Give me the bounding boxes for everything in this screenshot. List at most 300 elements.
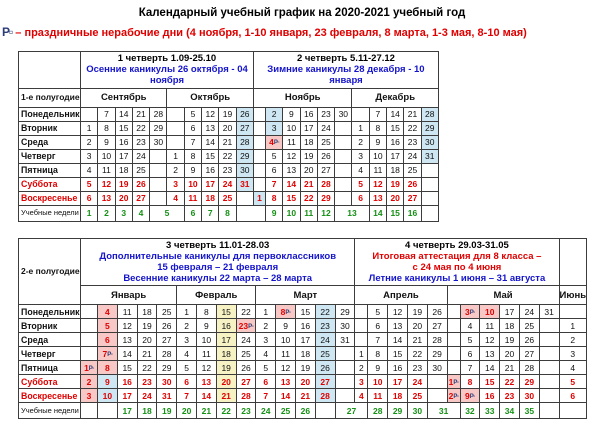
day-cell: 25 bbox=[317, 135, 334, 149]
day-cell: 14 bbox=[283, 177, 300, 191]
holiday-symbol: P▫ bbox=[88, 365, 94, 372]
quarter-title: 2 четверть 5.11-27.12 bbox=[296, 53, 395, 64]
quarter-header bbox=[253, 52, 438, 89]
day-cell: 10 bbox=[196, 333, 216, 347]
day-cell bbox=[150, 177, 167, 191]
day-cell: 1P▫ bbox=[448, 376, 459, 387]
day-cell bbox=[335, 347, 355, 361]
month-header: Ноябрь bbox=[253, 88, 351, 107]
day-cell: 10 bbox=[98, 389, 118, 403]
day-cell: 7 bbox=[265, 177, 282, 191]
day-cell: 25 bbox=[219, 191, 236, 205]
day-cell: 13 bbox=[196, 375, 216, 389]
day-cell: 7P▫ bbox=[98, 347, 118, 361]
day-cell: 12 bbox=[196, 361, 216, 375]
day-cell bbox=[253, 163, 265, 177]
day-cell: 10 bbox=[283, 121, 300, 135]
day-cell: 6 bbox=[98, 333, 118, 347]
day-cell: 30 bbox=[157, 375, 177, 389]
day-cell: 29 bbox=[421, 121, 438, 135]
day-cell: 23 bbox=[500, 389, 520, 403]
quarter-header bbox=[81, 238, 355, 286]
day-cell: 11 bbox=[98, 163, 115, 177]
day-cell: 21 bbox=[500, 361, 520, 375]
day-cell: 4 bbox=[460, 319, 480, 333]
day-cell: 19 bbox=[219, 107, 236, 121]
day-cell: 21 bbox=[407, 333, 427, 347]
day-cell: 26 bbox=[427, 305, 447, 319]
day-cell: 6 bbox=[184, 121, 201, 135]
weekday-label: Понедельник bbox=[19, 305, 81, 319]
day-cell: 3 bbox=[352, 149, 369, 163]
month-header: Март bbox=[256, 286, 355, 305]
day-cell: 17 bbox=[387, 149, 404, 163]
weekday-label: Четверг bbox=[19, 347, 81, 361]
day-cell: 6 bbox=[81, 191, 98, 205]
study-week-number: 26 bbox=[295, 403, 315, 419]
month-header: Июнь bbox=[559, 286, 587, 305]
day-cell: 31 bbox=[157, 389, 177, 403]
day-cell bbox=[81, 333, 98, 347]
weekday-label: Воскресенье bbox=[19, 191, 81, 205]
day-cell: 8 bbox=[369, 121, 386, 135]
day-cell: 13 bbox=[202, 121, 219, 135]
weekday-label: Понедельник bbox=[19, 107, 81, 121]
day-cell: 29 bbox=[317, 191, 334, 205]
study-week-number: 4 bbox=[132, 205, 149, 221]
study-week-number: 18 bbox=[137, 403, 157, 419]
page-title: Календарный учебный график на 2020-2021 учебный год bbox=[138, 7, 466, 19]
day-cell: 26 bbox=[157, 319, 177, 333]
day-cell: 2 bbox=[265, 107, 282, 121]
day-cell: 28 bbox=[519, 361, 539, 375]
day-cell: 21 bbox=[300, 177, 317, 191]
day-cell: 21 bbox=[219, 135, 236, 149]
day-cell: 23 bbox=[317, 107, 334, 121]
day-cell: 14 bbox=[115, 107, 132, 121]
day-cell: 4 bbox=[559, 361, 587, 375]
day-cell bbox=[539, 347, 559, 361]
quarter-note: Весенние каникулы 22 марта – 28 марта bbox=[123, 273, 313, 285]
day-cell: 21 bbox=[132, 107, 149, 121]
day-cell bbox=[335, 177, 352, 191]
day-cell: 13 bbox=[480, 347, 500, 361]
study-week-number bbox=[236, 205, 265, 221]
day-cell bbox=[447, 347, 460, 361]
day-cell bbox=[81, 319, 98, 333]
day-cell: 25 bbox=[132, 163, 149, 177]
day-cell: 24 bbox=[317, 121, 334, 135]
day-cell: 10 bbox=[184, 177, 201, 191]
day-cell: 12 bbox=[202, 107, 219, 121]
study-week-number: 33 bbox=[480, 403, 500, 419]
day-cell: 14 bbox=[196, 389, 216, 403]
day-cell: 17 bbox=[202, 177, 219, 191]
day-cell: 24 bbox=[315, 333, 335, 347]
study-week-number: 14 bbox=[369, 205, 386, 221]
day-cell bbox=[81, 107, 98, 121]
quarter-note: с 24 мая по 4 июня bbox=[412, 262, 502, 274]
half-year-label: 2-е полугодие bbox=[19, 238, 81, 305]
day-cell: 13 bbox=[98, 191, 115, 205]
day-cell: 18 bbox=[202, 191, 219, 205]
day-cell: 2 bbox=[352, 135, 369, 149]
day-cell bbox=[539, 319, 559, 333]
day-cell: 7 bbox=[369, 107, 386, 121]
day-cell: 3 bbox=[355, 375, 368, 389]
day-cell: 20 bbox=[137, 333, 157, 347]
day-cell: 3 bbox=[177, 333, 197, 347]
day-cell: 5 bbox=[352, 177, 369, 191]
day-cell: 2 bbox=[256, 319, 276, 333]
day-cell: 29 bbox=[150, 121, 167, 135]
day-cell: 22 bbox=[137, 361, 157, 375]
day-cell: 25 bbox=[315, 347, 335, 361]
study-week-number: 28 bbox=[368, 403, 388, 419]
quarter-note: Зимние каникулы 28 декабря - 10 января bbox=[267, 64, 425, 87]
day-cell: 15 bbox=[115, 121, 132, 135]
day-cell: 26 bbox=[132, 177, 149, 191]
day-cell: 24 bbox=[137, 389, 157, 403]
day-cell bbox=[335, 375, 355, 389]
day-cell: 20 bbox=[500, 347, 520, 361]
day-cell: 15 bbox=[480, 375, 500, 389]
day-cell: 8 bbox=[184, 149, 201, 163]
quarter-note: Итоговая аттестация для 8 класса – bbox=[372, 250, 542, 262]
day-cell: 14 bbox=[276, 389, 296, 403]
day-cell: 25 bbox=[404, 163, 421, 177]
day-cell: 12 bbox=[117, 319, 137, 333]
study-week-number: 35 bbox=[519, 403, 539, 419]
day-cell: 4 bbox=[98, 305, 118, 319]
study-week-number: 17 bbox=[117, 403, 137, 419]
study-week-number bbox=[315, 403, 335, 419]
day-cell: 23 bbox=[219, 163, 236, 177]
day-cell: 23 bbox=[404, 135, 421, 149]
day-cell: 7 bbox=[184, 135, 201, 149]
day-cell: 12 bbox=[276, 361, 296, 375]
study-week-number: 8 bbox=[219, 205, 236, 221]
day-cell: 16 bbox=[295, 319, 315, 333]
day-cell: 15 bbox=[117, 361, 137, 375]
day-cell: 21 bbox=[295, 389, 315, 403]
weekday-label: Вторник bbox=[19, 319, 81, 333]
day-cell: 1 bbox=[177, 305, 197, 319]
day-cell: 26 bbox=[519, 333, 539, 347]
day-cell: 19 bbox=[137, 319, 157, 333]
month-header: Январь bbox=[81, 286, 177, 305]
day-cell: 21 bbox=[216, 389, 236, 403]
day-cell: 8 bbox=[460, 375, 480, 389]
day-cell: 14 bbox=[480, 361, 500, 375]
day-cell: 20 bbox=[115, 191, 132, 205]
weekday-label: Воскресенье bbox=[19, 389, 81, 403]
study-week-number: 7 bbox=[202, 205, 219, 221]
half-year-label: 1-е полугодие bbox=[19, 88, 81, 107]
study-week-number: 2 bbox=[98, 205, 115, 221]
half-year-label bbox=[19, 52, 81, 89]
day-cell bbox=[253, 135, 265, 149]
legend-text: – праздничные нерабочие дни (4 ноября, 1-10 января, 23 февраля, 8 марта, 1-3 мая, 8-10 мая) bbox=[15, 27, 527, 39]
day-cell: 28 bbox=[236, 135, 253, 149]
day-cell: 4 bbox=[355, 389, 368, 403]
day-cell: 31 bbox=[421, 149, 438, 163]
day-cell: 8P▫ bbox=[276, 305, 296, 319]
day-cell: 29 bbox=[335, 305, 355, 319]
day-cell: 9P▫ bbox=[460, 389, 480, 403]
quarter-note: Осенние каникулы 26 октября - 04 ноября bbox=[86, 64, 248, 87]
day-cell: 4 bbox=[81, 163, 98, 177]
day-cell: 9 bbox=[184, 163, 201, 177]
day-cell bbox=[427, 375, 447, 389]
month-header: Апрель bbox=[355, 286, 447, 305]
legend bbox=[2, 25, 604, 39]
holiday-symbol: P▫ bbox=[453, 379, 459, 386]
day-cell bbox=[355, 333, 368, 347]
holiday-symbol: P▫ bbox=[273, 140, 280, 147]
day-cell: 2 bbox=[81, 375, 98, 389]
day-cell: 1 bbox=[559, 319, 587, 333]
day-cell: 30 bbox=[519, 389, 539, 403]
day-cell: 27 bbox=[236, 375, 256, 389]
day-cell: 29 bbox=[519, 375, 539, 389]
day-cell: 18 bbox=[295, 347, 315, 361]
study-week-number: 21 bbox=[196, 403, 216, 419]
study-week-number: 5 bbox=[150, 205, 185, 221]
day-cell: 8 bbox=[98, 121, 115, 135]
day-cell bbox=[150, 149, 167, 163]
day-cell: 5 bbox=[256, 361, 276, 375]
study-week-number: 29 bbox=[388, 403, 408, 419]
study-week-number: 6 bbox=[184, 205, 201, 221]
day-cell: 18 bbox=[137, 305, 157, 319]
day-cell bbox=[539, 389, 559, 403]
day-cell: 29 bbox=[427, 347, 447, 361]
day-cell: 12 bbox=[98, 177, 115, 191]
day-cell: 13 bbox=[369, 191, 386, 205]
day-cell: 19 bbox=[500, 333, 520, 347]
day-cell: 28 bbox=[157, 347, 177, 361]
day-cell: 16 bbox=[202, 163, 219, 177]
day-cell: 27 bbox=[236, 121, 253, 135]
day-cell: 13 bbox=[388, 319, 408, 333]
month-header: Май bbox=[447, 286, 559, 305]
day-cell: 3 bbox=[559, 347, 587, 361]
day-cell: 23 bbox=[315, 319, 335, 333]
day-cell: 20 bbox=[216, 375, 236, 389]
holiday-symbol: P▫ bbox=[453, 393, 459, 400]
day-cell: 11 bbox=[368, 389, 388, 403]
day-cell bbox=[253, 149, 265, 163]
day-cell: 5 bbox=[265, 149, 282, 163]
study-week-number bbox=[559, 403, 587, 419]
day-cell: 26 bbox=[236, 107, 253, 121]
study-week-number bbox=[81, 403, 98, 419]
day-cell: 25 bbox=[519, 319, 539, 333]
day-cell: 6 bbox=[559, 389, 587, 403]
day-cell: 2 bbox=[81, 135, 98, 149]
day-cell: 19 bbox=[407, 305, 427, 319]
day-cell: 25 bbox=[236, 347, 256, 361]
day-cell: 16 bbox=[216, 319, 236, 333]
day-cell: 3 bbox=[81, 389, 98, 403]
day-cell: 17 bbox=[300, 121, 317, 135]
day-cell: 31 bbox=[236, 177, 253, 191]
day-cell: 11 bbox=[184, 191, 201, 205]
study-weeks-label: Учебные недели bbox=[19, 403, 81, 419]
holiday-symbol: P▫ bbox=[469, 309, 475, 316]
day-cell: 15 bbox=[283, 191, 300, 205]
day-cell: 28 bbox=[236, 389, 256, 403]
study-week-number bbox=[98, 403, 118, 419]
day-cell: 27 bbox=[315, 375, 335, 389]
study-week-number: 25 bbox=[276, 403, 296, 419]
day-cell bbox=[539, 375, 559, 389]
day-cell: 23P▫ bbox=[236, 319, 256, 333]
day-cell: 3 bbox=[167, 177, 184, 191]
study-week-number: 15 bbox=[387, 205, 404, 221]
day-cell: 30 bbox=[335, 319, 355, 333]
day-cell: 12 bbox=[388, 305, 408, 319]
day-cell: 6 bbox=[256, 375, 276, 389]
day-cell: 10 bbox=[480, 305, 500, 319]
weekday-label: Суббота bbox=[19, 177, 81, 191]
study-week-number: 16 bbox=[404, 205, 421, 221]
quarter-note: Летние каникулы 1 июня – 31 августа bbox=[368, 273, 546, 285]
day-cell: 17 bbox=[500, 305, 520, 319]
day-cell: 5 bbox=[98, 319, 118, 333]
day-cell: 17 bbox=[216, 333, 236, 347]
day-cell: 15 bbox=[216, 305, 236, 319]
day-cell: 24 bbox=[404, 149, 421, 163]
day-cell: 14 bbox=[202, 135, 219, 149]
day-cell bbox=[335, 191, 352, 205]
study-week-number: 23 bbox=[236, 403, 256, 419]
day-cell bbox=[447, 305, 460, 319]
day-cell: 14 bbox=[388, 333, 408, 347]
day-cell: 23 bbox=[407, 361, 427, 375]
day-cell: 30 bbox=[421, 135, 438, 149]
day-cell: 27 bbox=[157, 333, 177, 347]
day-cell: 26 bbox=[315, 361, 335, 375]
day-cell: 26 bbox=[317, 149, 334, 163]
day-cell: 16 bbox=[115, 135, 132, 149]
day-cell bbox=[335, 135, 352, 149]
day-cell bbox=[421, 163, 438, 177]
day-cell: 27 bbox=[132, 191, 149, 205]
day-cell: 7 bbox=[368, 333, 388, 347]
day-cell bbox=[355, 319, 368, 333]
day-cell: 16 bbox=[387, 135, 404, 149]
day-cell: 10 bbox=[369, 149, 386, 163]
day-cell: 6 bbox=[352, 191, 369, 205]
day-cell bbox=[167, 121, 184, 135]
day-cell: 10 bbox=[276, 333, 296, 347]
day-cell bbox=[539, 333, 559, 347]
day-cell: 18 bbox=[115, 163, 132, 177]
day-cell: 18 bbox=[387, 163, 404, 177]
day-cell bbox=[559, 305, 587, 319]
day-cell bbox=[335, 389, 355, 403]
holiday-symbol: P▫ bbox=[248, 323, 254, 330]
weekday-label: Вторник bbox=[19, 121, 81, 135]
day-cell bbox=[421, 191, 438, 205]
study-week-number: 32 bbox=[460, 403, 480, 419]
day-cell: 3 bbox=[256, 333, 276, 347]
day-cell: 22 bbox=[315, 305, 335, 319]
holiday-symbol: P▫ bbox=[2, 25, 13, 39]
day-cell bbox=[335, 149, 352, 163]
quarter-title: 1 четверть 1.09-25.10 bbox=[117, 53, 217, 64]
day-cell: 7 bbox=[256, 389, 276, 403]
day-cell: 13 bbox=[283, 163, 300, 177]
day-cell: 2P▫ bbox=[448, 390, 459, 401]
day-cell: 30 bbox=[150, 135, 167, 149]
day-cell: 2 bbox=[559, 333, 587, 347]
month-header: Октябрь bbox=[167, 88, 253, 107]
day-cell bbox=[352, 107, 369, 121]
day-cell bbox=[253, 107, 265, 121]
day-cell: 4P▫ bbox=[265, 135, 282, 149]
day-cell: 17 bbox=[115, 149, 132, 163]
weekday-label: Среда bbox=[19, 333, 81, 347]
day-cell: 1 bbox=[256, 305, 276, 319]
day-cell: 6 bbox=[460, 347, 480, 361]
day-cell: 24 bbox=[407, 375, 427, 389]
day-cell bbox=[253, 177, 265, 191]
day-cell: 3 bbox=[81, 149, 98, 163]
day-cell: 4 bbox=[256, 347, 276, 361]
month-header: Февраль bbox=[177, 286, 256, 305]
quarter-header bbox=[355, 238, 559, 286]
day-cell bbox=[167, 135, 184, 149]
day-cell bbox=[335, 121, 352, 135]
day-cell: 22 bbox=[300, 191, 317, 205]
day-cell: 3P▫ bbox=[460, 305, 480, 319]
second-half-table bbox=[18, 238, 587, 420]
day-cell: 14 bbox=[387, 107, 404, 121]
weekday-label: Четверг bbox=[19, 149, 81, 163]
day-cell: 6 bbox=[265, 163, 282, 177]
day-cell: 18 bbox=[300, 135, 317, 149]
study-week-number: 27 bbox=[335, 403, 368, 419]
day-cell: 5 bbox=[559, 375, 587, 389]
day-cell: 30 bbox=[335, 107, 352, 121]
day-cell: 26 bbox=[236, 361, 256, 375]
day-cell: 28 bbox=[315, 389, 335, 403]
day-cell: 11 bbox=[196, 347, 216, 361]
day-cell: 15 bbox=[295, 305, 315, 319]
day-cell: 27 bbox=[404, 191, 421, 205]
day-cell: 9 bbox=[283, 107, 300, 121]
day-cell: 20 bbox=[219, 121, 236, 135]
day-cell: 29 bbox=[157, 361, 177, 375]
study-week-number: 12 bbox=[317, 205, 334, 221]
day-cell bbox=[355, 305, 368, 319]
day-cell: 14 bbox=[117, 347, 137, 361]
day-cell: 22 bbox=[132, 121, 149, 135]
day-cell: 23 bbox=[132, 135, 149, 149]
month-header: Декабрь bbox=[352, 88, 438, 107]
day-cell: 25 bbox=[157, 305, 177, 319]
day-cell: 2 bbox=[355, 361, 368, 375]
day-cell: 19 bbox=[115, 177, 132, 191]
day-cell: 19 bbox=[295, 361, 315, 375]
day-cell: 9 bbox=[276, 319, 296, 333]
day-cell: 20 bbox=[300, 163, 317, 177]
day-cell: 24 bbox=[132, 149, 149, 163]
day-cell bbox=[447, 333, 460, 347]
